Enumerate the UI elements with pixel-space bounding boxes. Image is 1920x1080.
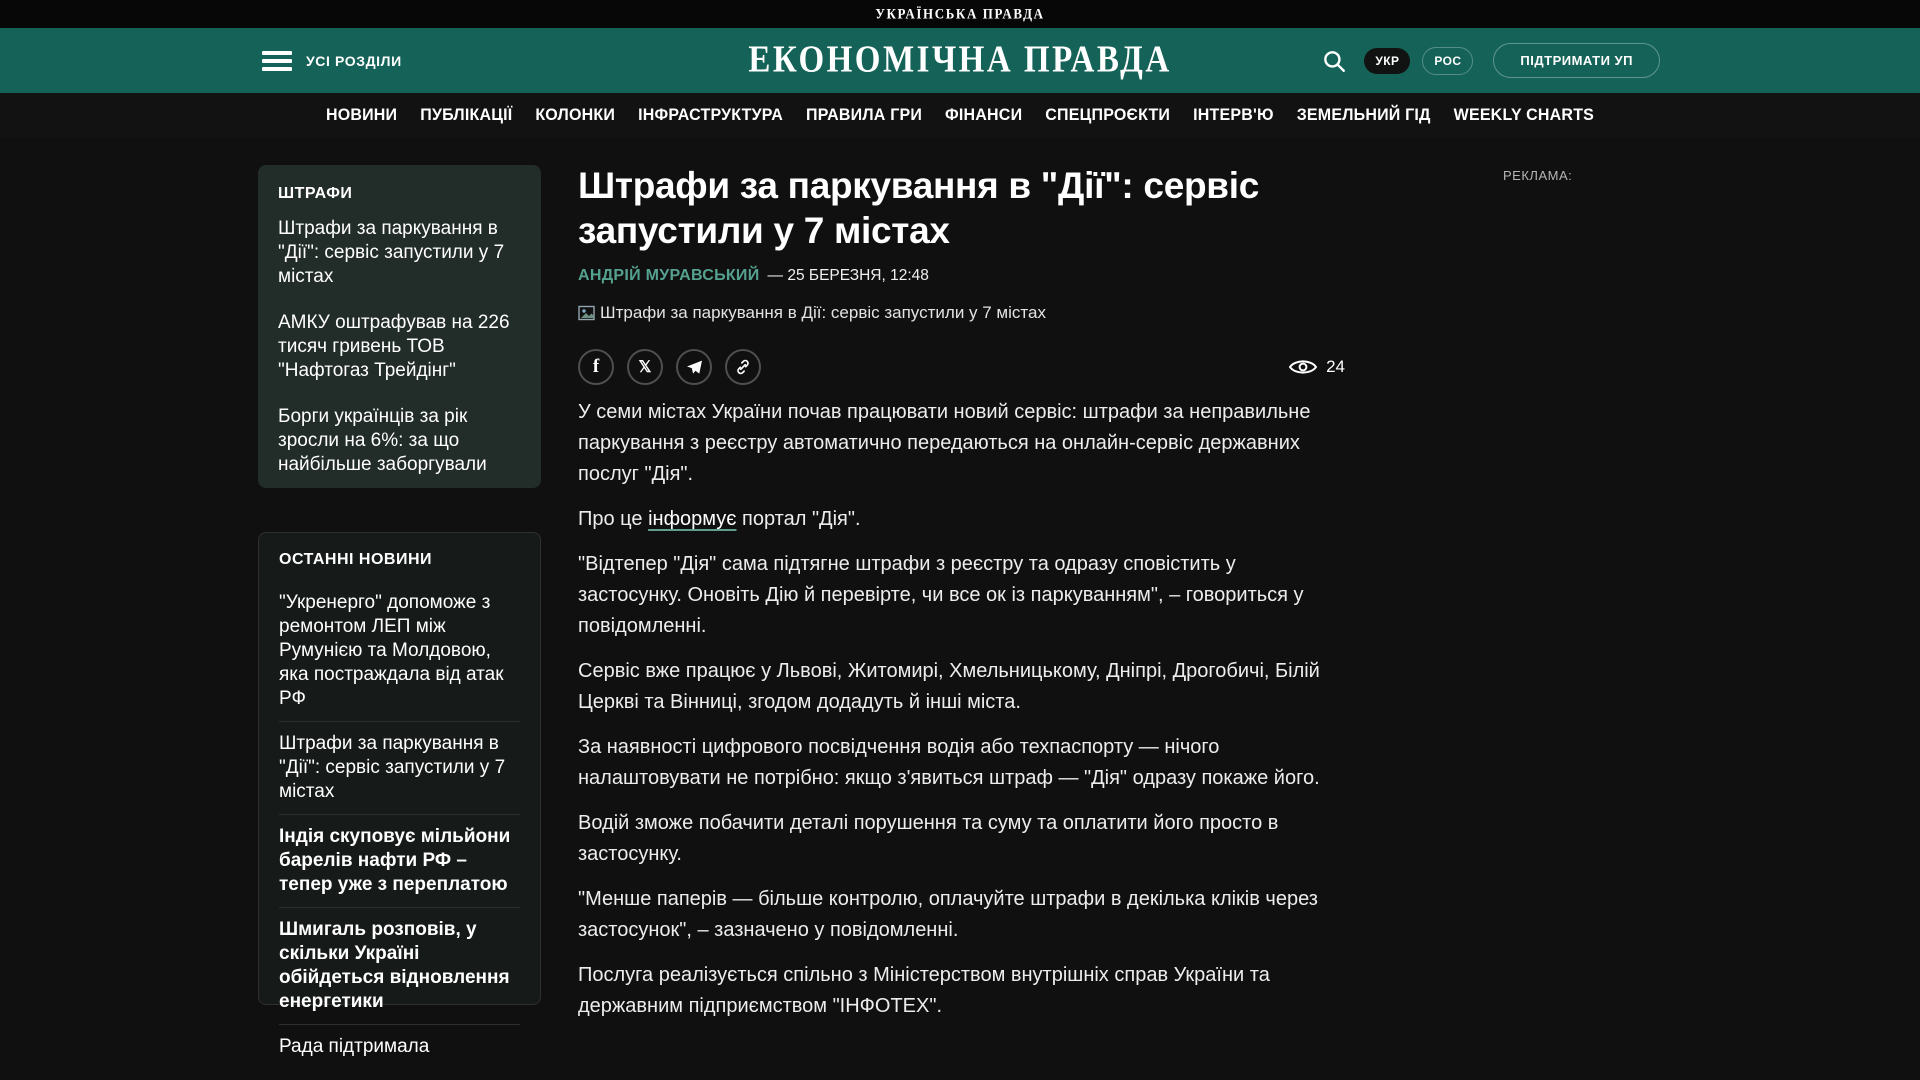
main-nav [0, 93, 1920, 138]
author-link[interactable]: АНДРІЙ МУРАВСЬКИЙ [578, 267, 760, 284]
paragraph: "Менше паперів — більше контролю, оплачуйте штрафи в декілька кліків через застосунок", – зазначено у повідомленні. [578, 888, 1318, 941]
latest-news-item [279, 814, 520, 907]
nav-item-zemelnyi-hid[interactable]: ЗЕМЕЛЬНИЙ ГІД [1296, 106, 1431, 124]
topic-box-title: ШТРАФИ [278, 185, 353, 202]
share-icons [578, 349, 761, 385]
x-twitter-icon: 𝕏 [638, 359, 652, 376]
paragraph-text: портал "Дія". [736, 508, 861, 530]
share-x-button[interactable] [627, 349, 663, 385]
latest-news-item [279, 907, 520, 1024]
ad-label: РЕКЛАМА: [1503, 168, 1573, 183]
latest-news-item [279, 581, 520, 721]
site-header [0, 28, 1920, 93]
article [578, 163, 1345, 1036]
top-bar [0, 0, 1920, 28]
topic-link-3[interactable]: Борги українців за рік зросли на 6%: за що найбільше заборгували [278, 406, 487, 475]
ekonomichna-pravda-logo[interactable]: ЕКОНОМІЧНА ПРАВДА [748, 39, 1172, 81]
left-sidebar [258, 165, 541, 1057]
all-sections-menu[interactable] [262, 28, 402, 93]
facebook-icon: f [592, 356, 600, 377]
nav-item-spetsproiekty[interactable]: СПЕЦПРОЄКТИ [1045, 106, 1171, 124]
search-icon [1321, 48, 1347, 74]
topic-link-1[interactable]: Штрафи за паркування в "Дії": сервіс запустили у 7 містах [278, 218, 505, 287]
share-row [578, 349, 1345, 385]
image-alt-text: Штрафи за паркування в Дії: сервіс запустили у 7 містах [600, 303, 1046, 322]
informue-link[interactable]: інформує [648, 508, 737, 530]
header-actions [1320, 28, 1660, 93]
telegram-icon [686, 360, 703, 375]
link-icon [734, 358, 752, 376]
paragraph [578, 504, 1345, 535]
publish-date: — 25 БЕРЕЗНЯ, 12:48 [767, 267, 929, 284]
nav-item-weekly-charts[interactable]: WEEKLY CHARTS [1453, 106, 1595, 124]
latest-news-item [279, 1024, 520, 1069]
byline [578, 267, 1345, 285]
topic-link-2[interactable]: АМКУ оштрафував на 226 тисяч гривень ТОВ "Нафтогаз Трейдінг" [278, 312, 510, 381]
paragraph: У семи містах України почав працювати новий сервіс: штрафи за неправильне паркування з реєстру автоматично передаються на онлайн-сервіс державних послуг "Дія". [578, 401, 1311, 485]
lang-toggle-ukr[interactable]: УКР [1364, 48, 1410, 74]
article-image-broken [578, 303, 1345, 323]
support-up-button[interactable]: ПІДТРИМАТИ УП [1493, 43, 1660, 78]
latest-news-item [279, 721, 520, 814]
ukrainska-pravda-logo[interactable]: УКРАЇНСЬКА ПРАВДА [875, 5, 1045, 22]
hamburger-icon [262, 51, 292, 71]
broken-image-icon [578, 305, 596, 322]
nav-item-infrastruktura[interactable]: ІНФРАСТРУКТУРА [638, 106, 783, 124]
search-button[interactable] [1320, 47, 1348, 75]
nav-item-finansy[interactable]: ФІНАНСИ [945, 106, 1023, 124]
nav-item-interviu[interactable]: ІНТЕРВ'Ю [1193, 106, 1274, 124]
latest-news-box [258, 532, 541, 1057]
topic-box-shtrafy [258, 165, 541, 488]
article-body [578, 397, 1345, 1022]
latest-link-4[interactable]: Шмигаль розповів, у скільки Україні обійдеться відновлення енергетики [279, 919, 510, 1012]
latest-link-1[interactable]: "Укренерго" допоможе з ремонтом ЛЕП між Румунією та Молдовою, яка постраждала від атак РФ [279, 592, 504, 709]
share-copy-link-button[interactable] [725, 349, 761, 385]
nav-item-pravyla-hry[interactable]: ПРАВИЛА ГРИ [806, 106, 923, 124]
latest-link-2[interactable]: Штрафи за паркування в "Дії": сервіс запустили у 7 містах [279, 733, 506, 802]
share-telegram-button[interactable] [676, 349, 712, 385]
nav-item-novyny[interactable]: НОВИНИ [325, 106, 398, 124]
latest-link-5[interactable]: Рада підтримала [279, 1036, 430, 1057]
paragraph: "Відтепер "Дія" сама підтягне штрафи з реєстру та одразу сповістить у застосунку. Оновіть Дію й перевірте, чи все ок із паркуванням", – говориться у повідомленні. [578, 553, 1304, 637]
lang-toggle-ros[interactable]: РОС [1422, 47, 1473, 75]
all-sections-label: УСІ РОЗДІЛИ [306, 52, 402, 69]
paragraph-text: Про це [578, 508, 649, 530]
eye-icon [1288, 357, 1318, 377]
paragraph: Водій зможе побачити деталі порушення та суму та оплатити його просто в застосунку. [578, 812, 1279, 865]
paragraph: За наявності цифрового посвідчення водія або техпаспорту — нічого налаштовувати не потрібно: якщо з'явиться штраф — "Дія" одразу покаже його. [578, 736, 1320, 789]
paragraph: Сервіс вже працює у Львові, Житомирі, Хмельницькому, Дніпрі, Дрогобичі, Білій Церкві та Вінниці, згодом додадуть й інші міста. [578, 660, 1320, 713]
paragraph: Послуга реалізується спільно з Міністерством внутрішніх справ України та державним підприємством "ІНФОТЕХ". [578, 964, 1270, 1017]
latest-link-3[interactable]: Індія скуповує мільйони барелів нафти РФ – тепер уже з переплатою [279, 826, 511, 895]
article-title: Штрафи за паркування в "Дії": сервіс запустили у 7 містах [578, 165, 1259, 251]
share-facebook-button[interactable] [578, 349, 614, 385]
nav-item-publikatsii[interactable]: ПУБЛІКАЦІЇ [420, 106, 513, 124]
views-count: 24 [1326, 357, 1345, 376]
latest-news-title: ОСТАННІ НОВИНИ [279, 551, 433, 568]
nav-item-kolonky[interactable]: КОЛОНКИ [535, 106, 616, 124]
view-counter [1288, 357, 1345, 377]
